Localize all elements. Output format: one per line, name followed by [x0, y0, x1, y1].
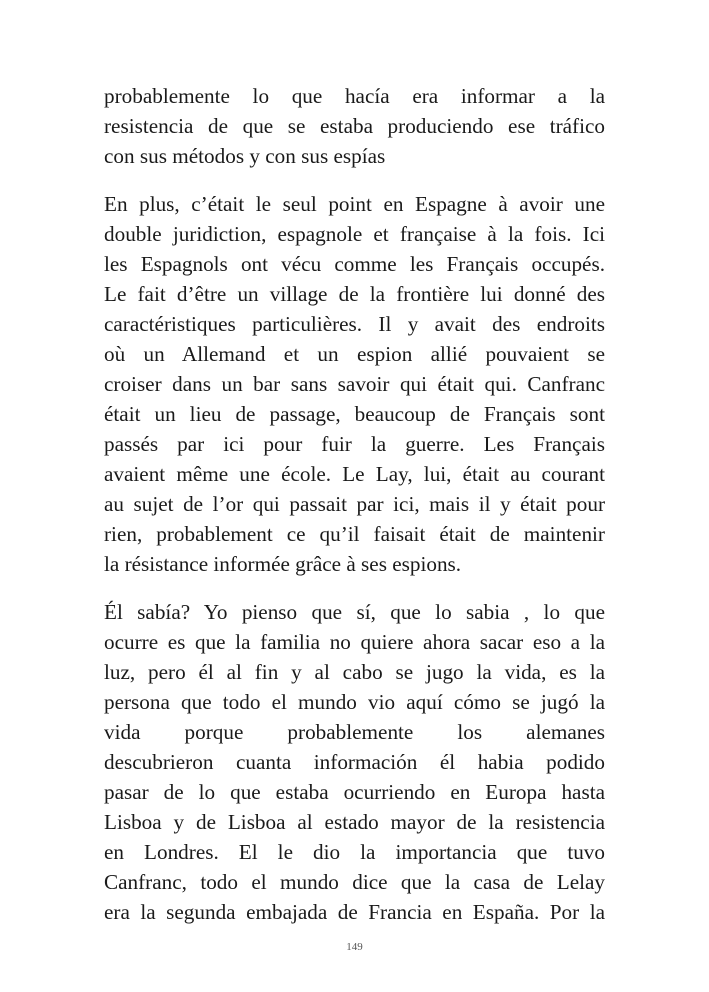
text-line: était un lieu de passage, beaucoup de Français sont: [104, 402, 605, 426]
paragraph-1: [104, 81, 605, 171]
text-line: luz, pero él al fin y al cabo se jugo la vida, es la: [104, 660, 605, 684]
text-line: croiser dans un bar sans savoir qui était qui. Canfranc: [104, 372, 605, 396]
paragraph-2: [104, 189, 605, 579]
text-line: con sus métodos y con sus espías: [104, 144, 386, 168]
page-number: 149: [346, 941, 363, 953]
text-line: passés par ici pour fuir la guerre. Les Français: [104, 432, 605, 456]
text-line: descubrieron cuanta información él habia podido: [104, 750, 605, 774]
text-line: avaient même une école. Le Lay, lui, était au courant: [104, 462, 605, 486]
text-line: ocurre es que la familia no quiere ahora sacar eso a la: [104, 630, 605, 654]
text-line: persona que todo el mundo vio aquí cómo se jugó la: [104, 690, 605, 714]
text-line: au sujet de l’or qui passait par ici, mais il y était pour: [104, 492, 605, 516]
paragraph-3: [104, 597, 605, 927]
text-line: probablemente lo que hacía era informar a la: [104, 84, 605, 108]
text-line: resistencia de que se estaba produciendo ese tráfico: [104, 114, 605, 138]
text-line: era la segunda embajada de Francia en España. Por la: [104, 900, 605, 924]
text-line: les Espagnols ont vécu comme les Français occupés.: [104, 252, 605, 276]
text-line: Lisboa y de Lisboa al estado mayor de la resistencia: [104, 810, 605, 834]
text-line: Él sabía? Yo pienso que sí, que lo sabia , lo que: [104, 600, 605, 624]
text-line: en Londres. El le dio la importancia que tuvo: [104, 840, 605, 864]
text-line: vida porque probablemente los alemanes: [104, 720, 605, 744]
text-line: la résistance informée grâce à ses espions.: [104, 552, 462, 576]
text-line: double juridiction, espagnole et française à la fois. Ici: [104, 222, 605, 246]
text-line: caractéristiques particulières. Il y avait des endroits: [104, 312, 605, 336]
page-body: [104, 81, 605, 945]
text-line: rien, probablement ce qu’il faisait était de maintenir: [104, 522, 605, 546]
text-line: pasar de lo que estaba ocurriendo en Europa hasta: [104, 780, 605, 804]
text-line: En plus, c’était le seul point en Espagne à avoir une: [104, 192, 605, 216]
text-line: où un Allemand et un espion allié pouvaient se: [104, 342, 605, 366]
text-line: Canfranc, todo el mundo dice que la casa de Lelay: [104, 870, 605, 894]
text-line: Le fait d’être un village de la frontière lui donné des: [104, 282, 605, 306]
